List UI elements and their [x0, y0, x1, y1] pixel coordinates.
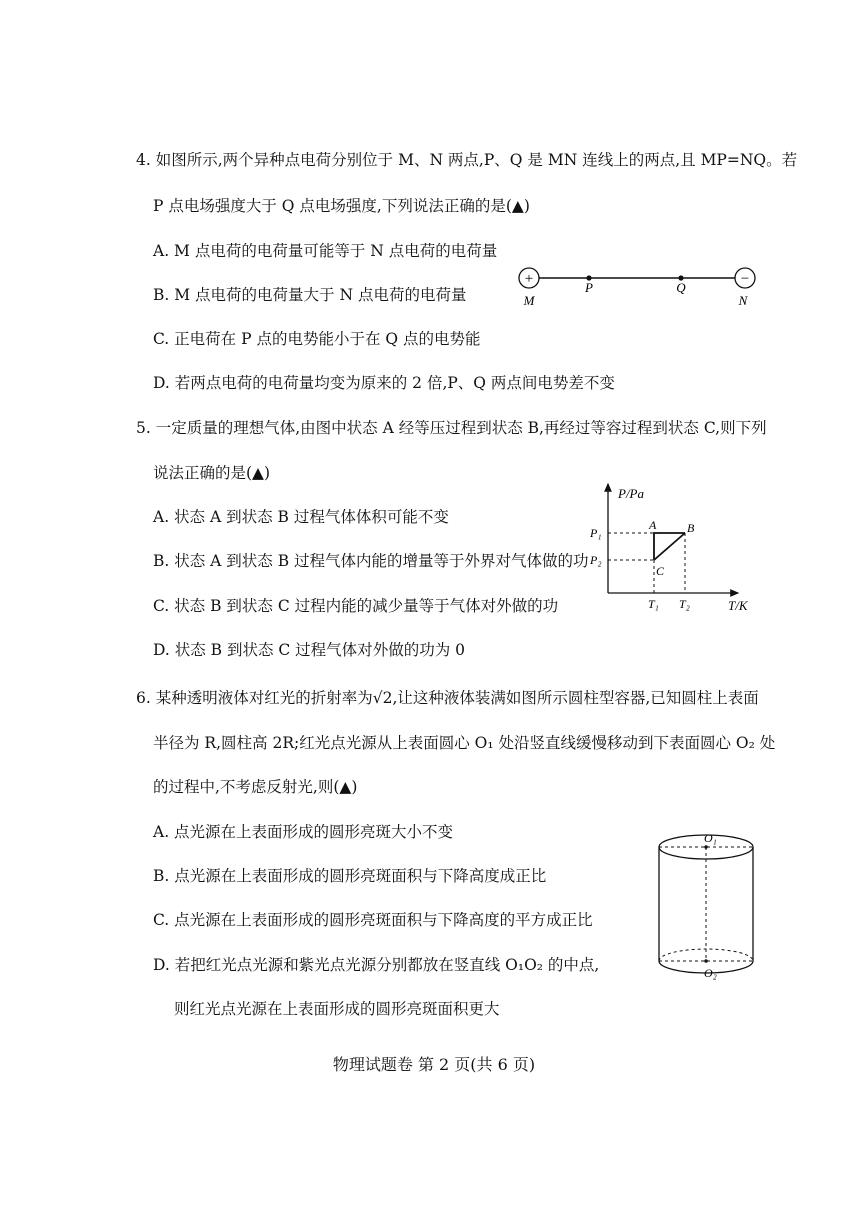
q6-option-d: D. 若把红光点光源和紫光点光源分别都放在竖直线 O₁O₂ 的中点,: [153, 956, 600, 974]
y-axis-label: P/Pa: [618, 486, 644, 501]
plus-sign: +: [524, 271, 534, 287]
pt-graph-figure: [588, 478, 763, 618]
label-n: N: [738, 293, 748, 308]
q6-stem-line3: 的过程中,不考虑反射光,则(▲): [153, 778, 358, 796]
x-axis-label: T/K: [728, 598, 748, 613]
point-c-label: C: [656, 564, 665, 578]
process-b-c: [654, 533, 685, 560]
q5-option-c: C. 状态 B 到状态 C 过程内能的减少量等于气体对外做的功: [153, 597, 559, 615]
q4-stem-line1: 4. 如图所示,两个异种点电荷分别位于 M、N 两点,P、Q 是 MN 连线上的两点,且 MP=NQ。若: [136, 151, 798, 169]
minus-sign: −: [740, 271, 750, 287]
q6-stem-line2: 半径为 R,圆柱高 2R;红光点光源从上表面圆心 O₁ 处沿竖直线缓慢移动到下表面圆心 O₂ 处: [153, 734, 776, 752]
t2-label: T₂: [679, 597, 690, 611]
label-m: M: [523, 293, 535, 308]
q5-stem-line2: 说法正确的是(▲): [153, 464, 271, 482]
q4-stem-line2: P 点电场强度大于 Q 点电场强度,下列说法正确的是(▲): [153, 197, 530, 215]
p2-label: P₂: [590, 553, 602, 567]
q5-option-b: B. 状态 A 到状态 B 过程气体内能的增量等于外界对气体做的功: [153, 552, 589, 570]
q6-option-a: A. 点光源在上表面形成的圆形亮斑大小不变: [153, 823, 454, 841]
label-o1: O₁: [704, 831, 717, 845]
label-q: Q: [676, 280, 686, 295]
q6-option-c: C. 点光源在上表面形成的圆形亮斑面积与下降高度的平方成正比: [153, 911, 593, 929]
label-p: P: [585, 280, 593, 295]
q5-stem-line1: 5. 一定质量的理想气体,由图中状态 A 经等压过程到状态 B,再经过等容过程到状态 C,则下列: [136, 419, 767, 437]
point-b-label: B: [687, 521, 695, 535]
q5-option-a: A. 状态 A 到状态 B 过程气体体积可能不变: [153, 508, 449, 526]
cylinder-figure: [648, 825, 760, 985]
q4-option-c: C. 正电荷在 P 点的电势能小于在 Q 点的电势能: [153, 330, 481, 348]
point-a-label: A: [649, 518, 657, 532]
label-o2: O₂: [704, 966, 717, 980]
t1-label: T₁: [648, 597, 659, 611]
q4-option-d: D. 若两点电荷的电荷量均变为原来的 2 倍,P、Q 两点间电势差不变: [153, 374, 615, 392]
charges-figure: [510, 262, 770, 312]
q6-stem-line1: 6. 某种透明液体对红光的折射率为√2,让这种液体装满如图所示圆柱型容器,已知圆柱上表面: [136, 689, 759, 707]
q6-option-b: B. 点光源在上表面形成的圆形亮斑面积与下降高度成正比: [153, 867, 547, 885]
q4-option-b: B. M 点电荷的电荷量大于 N 点电荷的电荷量: [153, 286, 467, 304]
q6-option-d-continued: 则红光点光源在上表面形成的圆形亮斑面积更大: [174, 1000, 500, 1018]
page-footer: 物理试题卷 第 2 页(共 6 页): [332, 1055, 536, 1074]
q5-option-d: D. 状态 B 到状态 C 过程气体对外做的功为 0: [153, 641, 465, 659]
p1-label: P₁: [590, 526, 602, 540]
q4-option-a: A. M 点电荷的电荷量可能等于 N 点电荷的电荷量: [153, 242, 498, 260]
